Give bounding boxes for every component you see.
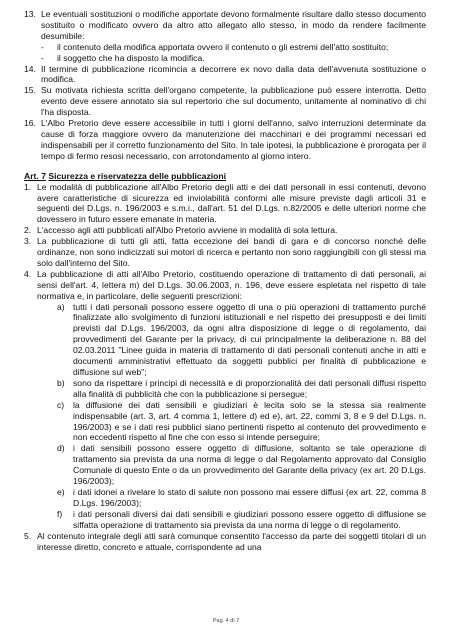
sub-text: i dati sensibili possono essere oggetto di diffusione, soltanto se tale operazione di trattamento sia prevista da una norma di legge o dal Regolamento approvato dal Consiglio Comunale di questo Ente o da un provvedimento del Garante della privacy (ex art. 20 D.Lgs. 196/2003);	[73, 443, 426, 487]
sub-text: la diffusione dei dati sensibili e giudiziari è lecita solo se la stessa sia realmente indispensabile (art. 3, art. 4 comma 1, lettere d) ed e), art. 22, commi 3, 8 e 9 del D.Lgs. n. 196/2003) e se i dati resi pubblici siano pertinenti rispetto al contenuto del provvedimento e non eccedenti rispetto al fine che con esso si intende perseguire;	[73, 399, 426, 443]
item-text: Il termine di pubblicazione ricomincia a decorrere ex novo dalla data dell'avvenuta sostituzione o modifica.	[41, 63, 426, 85]
sub-marker: d)	[57, 443, 65, 454]
sub-text: i dati personali diversi dai dati sensibili e giudiziari possono essere oggetto di diffusione se siffatta operazione di trattamento sia prevista da una norma di legge o di regolamento.	[73, 508, 426, 530]
sub-marker: b)	[57, 377, 65, 388]
sub-item-c	[57, 400, 426, 444]
item-text: Su motivata richiesta scritta dell'organo competente, la pubblicazione può essere interrotta. Detto evento deve essere annotato sia sul repertorio che sul documento, unitamente al nominativo di chi l'ha disposta.	[41, 85, 426, 118]
list-item-5	[24, 531, 426, 553]
sub-item-e	[57, 487, 426, 509]
item-number: 16.	[24, 118, 36, 129]
list-top	[24, 9, 426, 162]
item-number: 14.	[24, 63, 36, 74]
sub-marker: e)	[57, 486, 65, 497]
item-text: La pubblicazione di atti all'Albo Pretorio, costituendo operazione di trattamento di dati personali, ai sensi dell'art. 4, lettera m) del D.Lgs. 30.06.2003, n. 196, deve essere espletata nel rispetto di tale normativa e, in particolare, delle seguenti prescrizioni:	[37, 268, 426, 301]
item-number: 15.	[24, 85, 36, 96]
article-title: Sicurezza e riservatezza delle pubblicazioni	[48, 170, 227, 181]
sub-marker: c)	[57, 399, 65, 410]
sub-text: il soggetto che ha disposto la modifica.	[57, 52, 205, 63]
list-item-16	[24, 118, 426, 162]
item-text: La pubblicazione di tutti gli atti, fatta eccezione dei bandi di gara e di concorso nonché delle ordinanze, non sono indicizzati sui motori di ricerca e pertanto non sono raggiungibili con gli stessi ma solo dall'interno del Sito.	[37, 236, 426, 268]
list-item-2	[24, 225, 426, 236]
item-number: 4.	[24, 268, 32, 279]
item-number: 5.	[24, 530, 32, 541]
sub-item-d	[57, 443, 426, 487]
list-item-1	[24, 182, 426, 226]
sub-text: sono da rispettare i principi di necessità e di proporzionalità dei dati personali diffusi rispetto alla finalità di pubblicità che con la pubblicazione si persegue;	[73, 377, 426, 399]
item-text: L'Albo Pretorio deve essere accessibile in tutti i giorni dell'anno, salvo interruzioni determinate da cause di forza maggiore ovvero da manutenzione dei macchinari e dei programmi necessari ed indispensabili per il corretto funzionamento del Sito. In tale ipotesi, la pubblicazione è prorogata per il tempo di fermo resosi necessario, con arrotondamento al giorno intero.	[41, 118, 426, 161]
item-number: 13.	[24, 9, 36, 19]
item-text: Le modalità di pubblicazione all'Albo Pretorio degli atti e dei dati personali in essi contenuti, devono avere caratteristiche di sicurezza ed inviolabilità conformi alle misure previste dagli articoli 31 e seguenti del D.Lgs. n. 196/2003 e s.m.i., dall'art. 51 del D.Lgs. n.82/2005 e delle ulteriori norme che dovessero in futuro essere emanate in materia.	[37, 181, 426, 225]
article-number: Art. 7	[24, 170, 46, 181]
sub-marker: -	[41, 41, 44, 52]
sub-item	[41, 53, 426, 64]
list-item-3	[24, 236, 426, 269]
article-heading	[24, 171, 426, 182]
item-number: 2.	[24, 225, 32, 236]
item-text: L'accesso agli atti pubblicati all'Albo Pretorio avviene in modalità di sola lettura.	[37, 225, 338, 236]
sub-text: tutti i dati personali possono essere oggetto di una o più operazioni di trattamento purché finalizzate allo svolgimento di funzioni istituzionali e nel rispetto dei presupposti e dei limiti previsti dal D.Lgs. 196/2003, da ogni altra disposizione di legge o di regolamento, dai provvedimenti del Garante per la privacy, di cui principalmente la deliberazione n. 88 del 02.03.2011 "Linee guida in materia di trattamento di dati personali contenuti anche in atti e documenti amministrativi effettuato da soggetti pubblici per finalità di pubblicazione e diffusione sul web";	[73, 301, 426, 377]
list-item-4	[24, 269, 426, 302]
sub-item-a	[57, 302, 426, 378]
list-item-15	[24, 85, 426, 118]
item-text: Al contenuto integrale degli atti sarà comunque consentito l'accesso da parte dei soggetti titolari di un interesse diretto, concreto e attuale, corrispondente ad una	[37, 530, 426, 552]
sub-marker: -	[41, 52, 44, 63]
sub-marker: f)	[57, 508, 63, 519]
sub-item-b	[57, 378, 426, 400]
item-number: 1.	[24, 181, 32, 192]
item-text: Le eventuali sostituzioni o modifiche apportate devono formalmente risultare dallo stesso documento sostituito o modificato ovvero da altro atto allegato allo stesso, in modo da rendere facilmente desumibile:	[41, 9, 426, 41]
sub-marker: a)	[57, 301, 65, 312]
page-number: Pag. 4 di 7	[212, 618, 240, 624]
list-item-14	[24, 64, 426, 86]
list-art7	[24, 182, 426, 553]
item-number: 3.	[24, 236, 32, 247]
sub-item	[41, 42, 426, 53]
sub-text: i dati idonei a rivelare lo stato di salute non possono mai essere diffusi (ex art. 22, comma 8 D.Lgs. 196/2003);	[73, 486, 426, 508]
sub-item-f	[57, 509, 426, 531]
list-item-13	[24, 9, 426, 42]
sub-text: il contenuto della modifica apportata ovvero il contenuto o gli estremi dell'atto sostituito;	[57, 41, 389, 52]
